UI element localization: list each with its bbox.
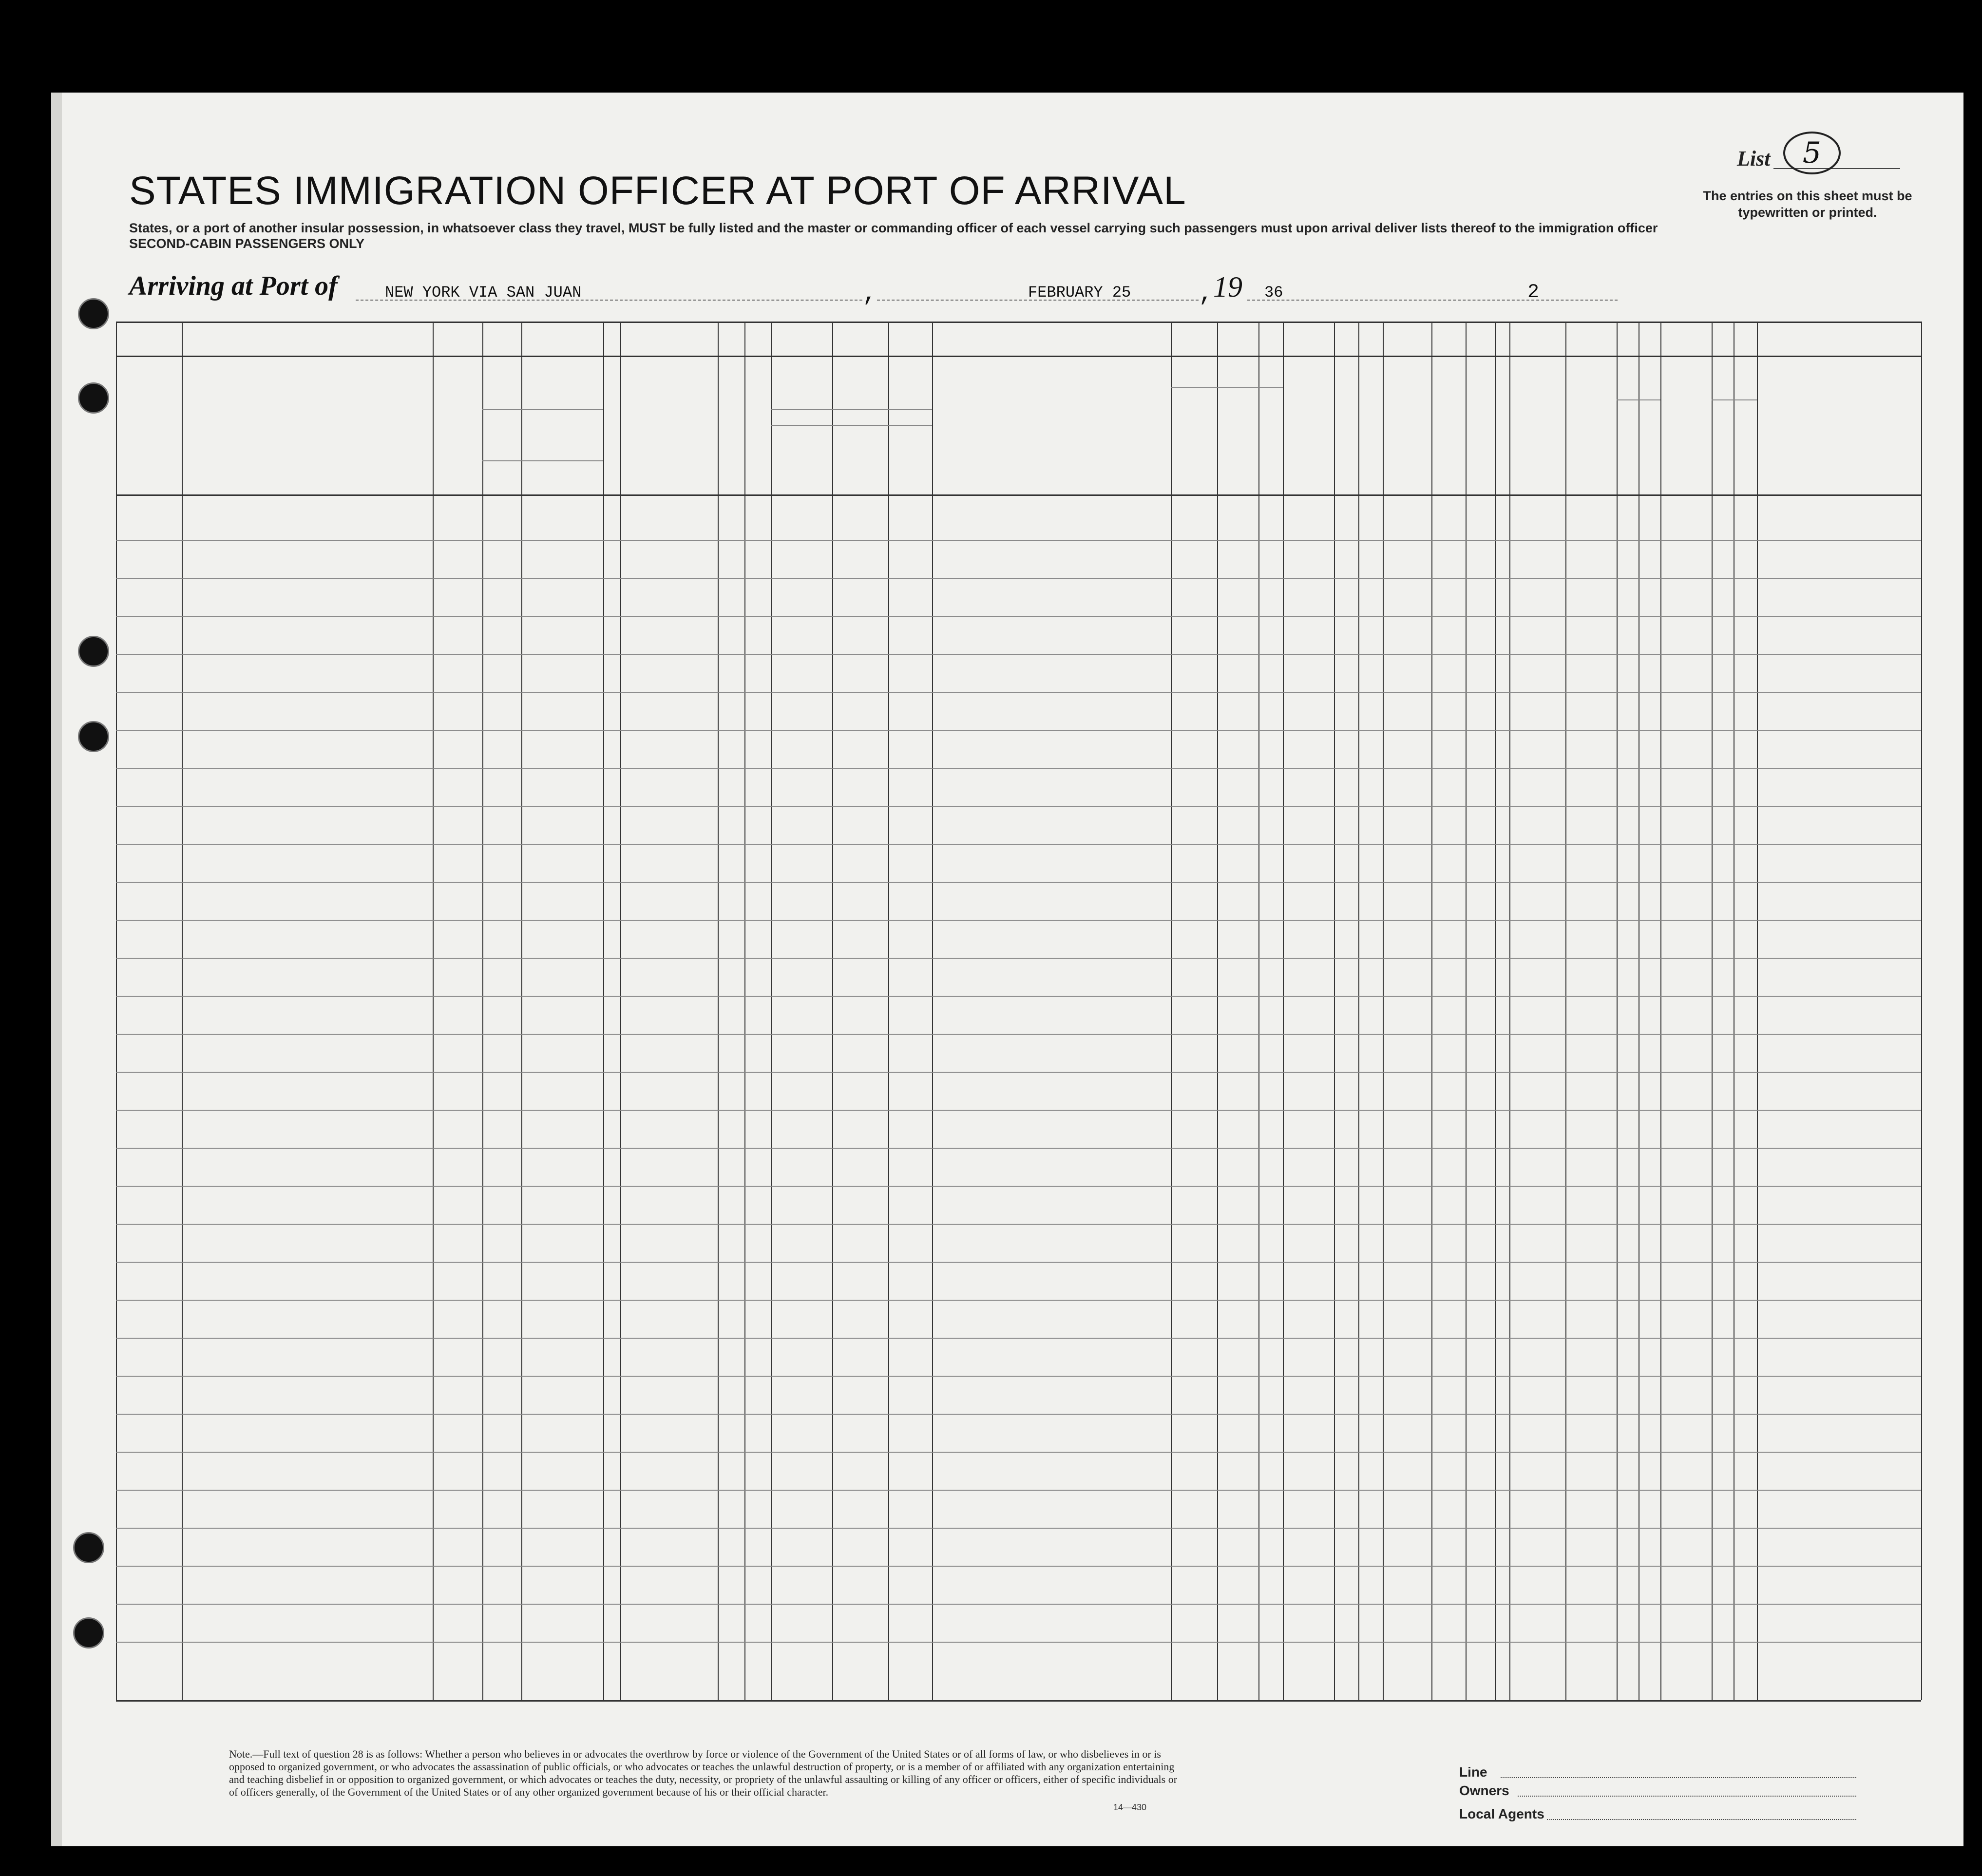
year-suffix: 36 xyxy=(1264,284,1283,302)
comma: , xyxy=(862,280,877,308)
manifest-table xyxy=(116,322,1921,1700)
punch-hole xyxy=(73,1532,104,1563)
passenger-class: SECOND-CABIN PASSENGERS ONLY xyxy=(129,236,365,251)
row-divider xyxy=(116,882,1921,883)
subheader-line xyxy=(771,409,932,410)
row-divider xyxy=(116,806,1921,807)
column-divider xyxy=(1509,322,1510,1700)
header-divider xyxy=(116,494,1921,496)
column-divider xyxy=(433,322,434,1700)
list-label: List xyxy=(1737,147,1771,171)
column-divider xyxy=(1383,322,1384,1700)
column-divider xyxy=(182,322,183,1700)
form-id: 14—430 xyxy=(1113,1802,1147,1812)
table-bottom-border xyxy=(116,1700,1921,1702)
year-line xyxy=(1247,300,1618,301)
column-divider xyxy=(1617,322,1618,1700)
column-divider xyxy=(1334,322,1335,1700)
column-divider xyxy=(1431,322,1432,1700)
row-divider xyxy=(116,1300,1921,1301)
column-divider xyxy=(482,322,483,1700)
column-divider xyxy=(1466,322,1467,1700)
column-divider xyxy=(603,322,604,1700)
subheader-line xyxy=(771,425,932,426)
subheader-line xyxy=(1617,399,1660,400)
column-divider xyxy=(620,322,621,1700)
row-divider xyxy=(116,1338,1921,1339)
subheader-line xyxy=(482,460,603,461)
row-divider xyxy=(116,1148,1921,1149)
column-divider xyxy=(1921,322,1922,1700)
instructions xyxy=(129,220,1664,251)
column-number-divider xyxy=(116,356,1921,357)
agents-label: Local Agents xyxy=(1459,1806,1544,1821)
row-divider xyxy=(116,730,1921,731)
subheader-line xyxy=(482,409,603,410)
comma: , xyxy=(1199,280,1214,308)
row-divider xyxy=(116,958,1921,959)
column-divider xyxy=(1217,322,1218,1700)
column-divider xyxy=(1495,322,1496,1700)
page-number: 2 xyxy=(1527,282,1540,303)
punch-hole xyxy=(78,636,109,667)
row-divider xyxy=(116,768,1921,769)
port-value: NEW YORK VIA SAN JUAN xyxy=(385,284,582,302)
column-divider xyxy=(744,322,745,1700)
punch-hole xyxy=(73,1617,104,1649)
column-divider xyxy=(1757,322,1758,1700)
column-divider xyxy=(1258,322,1259,1700)
subheader-line xyxy=(1171,387,1283,388)
row-divider xyxy=(116,1186,1921,1187)
list-number: 5 xyxy=(1783,132,1841,174)
row-divider xyxy=(116,1034,1921,1035)
page-title: STATES IMMIGRATION OFFICER AT PORT OF ARRIVAL xyxy=(129,169,1186,213)
column-divider xyxy=(888,322,889,1700)
row-divider xyxy=(116,1110,1921,1111)
owners-field xyxy=(1518,1796,1856,1797)
agents-field xyxy=(1547,1819,1856,1820)
row-divider xyxy=(116,844,1921,845)
punch-hole xyxy=(78,298,109,329)
instructions-text: States, or a port of another insular possession, in whatsoever class they travel, MUST be fully listed and the master or commanding officer of each vessel carrying such passengers must upon arrival deliver lists thereof to the immigration officer xyxy=(129,221,1658,235)
binder-edge xyxy=(51,93,62,1846)
row-divider xyxy=(116,1452,1921,1453)
row-divider xyxy=(116,1490,1921,1491)
column-divider xyxy=(1171,322,1172,1700)
column-divider xyxy=(1565,322,1566,1700)
punch-hole xyxy=(78,721,109,752)
line-field xyxy=(1501,1777,1856,1778)
column-divider xyxy=(1712,322,1713,1700)
row-divider xyxy=(116,540,1921,541)
row-divider xyxy=(116,578,1921,579)
owners-label: Owners xyxy=(1459,1783,1509,1798)
column-divider xyxy=(116,322,117,1700)
row-divider xyxy=(116,1224,1921,1225)
column-divider xyxy=(521,322,522,1700)
row-divider xyxy=(116,920,1921,921)
row-divider xyxy=(116,1376,1921,1377)
row-divider xyxy=(116,1604,1921,1605)
year-prefix: 19 xyxy=(1213,271,1242,303)
column-divider xyxy=(832,322,833,1700)
column-divider xyxy=(1660,322,1661,1700)
column-divider xyxy=(1283,322,1284,1700)
column-divider xyxy=(1358,322,1359,1700)
row-divider xyxy=(116,1072,1921,1073)
subheader-line xyxy=(1712,399,1757,400)
column-divider xyxy=(932,322,933,1700)
row-divider xyxy=(116,1566,1921,1567)
row-divider xyxy=(116,616,1921,617)
column-divider xyxy=(718,322,719,1700)
date-value: FEBRUARY 25 xyxy=(1028,284,1131,302)
row-divider xyxy=(116,692,1921,693)
row-divider xyxy=(116,1414,1921,1415)
footnote: Note.—Full text of question 28 is as follows: Whether a person who believes in or advocates the overthrow by force or violence of the Government of the United States or of all forms of law, or who disbelieves in or is opposed to organized government, or who advocates the assassination of public officials, or who advocates or teaches the unlawful destruction of property, or is a member of or affiliated with any organization entertaining and teaching disbelief in or opposition to organized government, or which advocates or teaches the duty, necessity, or propriety of the unlawful assaulting or killing of any officer or officers, either of specific individuals or of officers generally, of the Government of the United States or of any other organized government because of his or their official character. xyxy=(229,1748,1178,1798)
line-label: Line xyxy=(1459,1764,1487,1780)
column-divider xyxy=(771,322,772,1700)
row-divider xyxy=(116,654,1921,655)
table-top-border xyxy=(116,322,1921,323)
entries-note: The entries on this sheet must be typewritten or printed. xyxy=(1703,189,1912,220)
arriving-label: Arriving at Port of xyxy=(129,271,338,301)
punch-hole xyxy=(78,382,109,414)
row-divider xyxy=(116,1528,1921,1529)
row-divider xyxy=(116,1642,1921,1643)
row-divider xyxy=(116,996,1921,997)
row-divider xyxy=(116,1262,1921,1263)
